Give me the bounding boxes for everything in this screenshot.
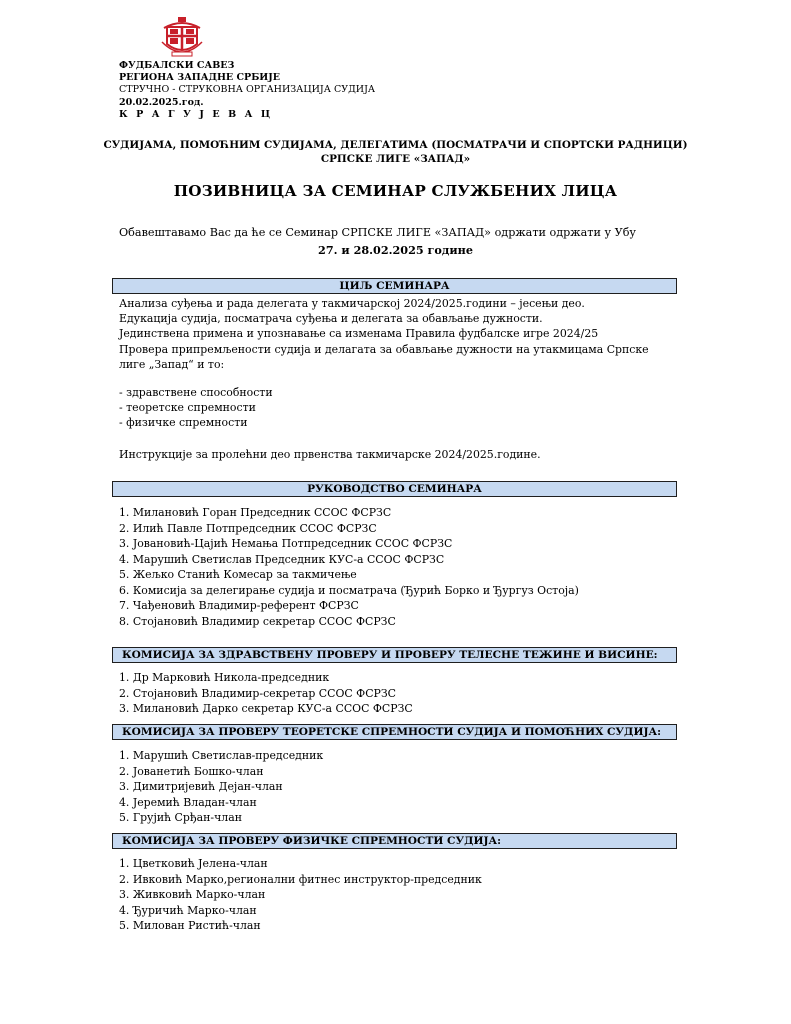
list-item: 3. Живковић Марко-члан	[119, 888, 266, 901]
list-item: 2. Ивковић Марко,регионални фитнес инструктор-председник	[119, 872, 482, 886]
intro-text: Обавештавамо Вас да ће се Семинар СРПСКЕ ЛИГЕ «ЗАПАД» одржати одржати у Убу	[119, 226, 637, 239]
goal-line: лиге „Запад“ и то:	[119, 357, 225, 371]
document-date: 20.02.2025.год.	[119, 96, 204, 108]
document-city: К Р А Г У Ј Е В А Ц	[119, 108, 273, 120]
list-item: - физичке спремности	[119, 416, 248, 430]
addressee-line1: СУДИЈАМА, ПОМОЋНИМ СУДИЈАМА, ДЕЛЕГАТИМА (ПОСМАТРАЧИ И СПОРТСКИ РАДНИЦИ)	[103, 139, 688, 151]
list-item: 1. Цветковић Јелена-члан	[119, 857, 268, 870]
physical-commission-list	[119, 856, 482, 934]
goal-description	[119, 296, 649, 372]
list-item: 1. Марушић Светислав-председник	[119, 749, 324, 762]
federation-crest-logo	[158, 14, 206, 58]
theory-commission-list	[119, 748, 323, 826]
goal-line: Јединствена примена и упознавање са изменама Правила фудбалске игре 2024/25	[119, 327, 599, 341]
list-item: 2. Илић Павле Потпредседник ССОС ФСРЗС	[119, 521, 377, 535]
list-item: 1. Милановић Горан Председник ССОС ФСРЗС	[119, 506, 392, 519]
org-name-line2: РЕГИОНА ЗАПАДНЕ СРБИЈЕ	[119, 72, 281, 84]
leadership-list	[119, 505, 579, 629]
list-item: 4. Јеремић Владан-члан	[119, 795, 257, 809]
list-item: 2. Јованетић Бошко-члан	[119, 764, 264, 778]
health-commission-list	[119, 670, 413, 717]
list-item: 2. Стојановић Владимир-секретар ССОС ФСРЗС	[119, 686, 397, 700]
list-item: 1. Др Марковић Никола-председник	[119, 671, 330, 684]
goal-line: Анализа суђења и рада делегата у такмичарској 2024/2025.години – јесењи део.	[119, 297, 585, 310]
list-item: 4. Марушић Светислав Председник КУС-а ССОС ФСРЗС	[119, 552, 445, 566]
list-item: 8. Стојановић Владимир секретар ССОС ФСРЗС	[119, 614, 396, 628]
goal-section-heading: ЦИЉ СЕМИНАРА	[112, 278, 677, 294]
list-item: 3. Димитријевић Дејан-члан	[119, 780, 283, 793]
letterhead	[119, 60, 375, 121]
physical-commission-heading: КОМИСИЈА ЗА ПРОВЕРУ ФИЗИЧКЕ СПРЕМНОСТИ СУДИЈА:	[112, 833, 677, 849]
leadership-section-heading: РУКОВОДСТВО СЕМИНАРА	[112, 481, 677, 497]
list-item: 4. Ђуричић Марко-члан	[119, 903, 257, 917]
org-name-line1: ФУДБАЛСКИ САВЕЗ	[119, 60, 235, 71]
list-item: 6. Комисија за делегирање судија и посматрача (Ђурић Борко и Ђургуз Остоја)	[119, 583, 579, 597]
addressee-line2: СРПСКЕ ЛИГЕ «ЗАПАД»	[320, 153, 471, 165]
seminar-dates: 27. и 28.02.2025 године	[318, 243, 473, 257]
goal-checks-list	[119, 385, 273, 431]
list-item: 7. Чађеновић Владимир-референт ФСРЗС	[119, 599, 359, 612]
org-name-line3: СТРУЧНО - СТРУКОВНА ОРГАНИЗАЦИЈА СУДИЈА	[119, 84, 376, 96]
list-item: 3. Јовановић-Цајић Немања Потпредседник ССОС ФСРЗС	[119, 537, 453, 550]
list-item: 5. Милован Ристић-члан	[119, 919, 261, 932]
instructions-text: Инструкције за пролећни део првенства такмичарске 2024/2025.године.	[119, 448, 541, 461]
page-title: ПОЗИВНИЦА ЗА СЕМИНАР СЛУЖБЕНИХ ЛИЦА	[173, 182, 618, 200]
goal-line: Едукација судија, посматрача суђења и делегата за обављање дужности.	[119, 312, 543, 326]
goal-line: Провера припремљености судија и делагата за обављање дужности на утакмицама Српске	[119, 342, 649, 356]
list-item: 3. Милановић Дарко секретар КУС-а ССОС ФСРЗС	[119, 702, 413, 715]
list-item: 5. Жељко Станић Комесар за такмичење	[119, 568, 357, 581]
list-item: - теоретске спремности	[119, 401, 256, 415]
health-commission-heading: КОМИСИЈА ЗА ЗДРАВСТВЕНУ ПРОВЕРУ И ПРОВЕРУ ТЕЛЕСНЕ ТЕЖИНЕ И ВИСИНЕ:	[112, 647, 677, 663]
list-item: 5. Грујић Срђан-члан	[119, 811, 242, 824]
list-item: - здравствене способности	[119, 386, 273, 399]
theory-commission-heading: КОМИСИЈА ЗА ПРОВЕРУ ТЕОРЕТСКЕ СПРЕМНОСТИ СУДИЈА И ПОМОЋНИХ СУДИЈА:	[112, 724, 677, 740]
addressee	[60, 138, 731, 166]
